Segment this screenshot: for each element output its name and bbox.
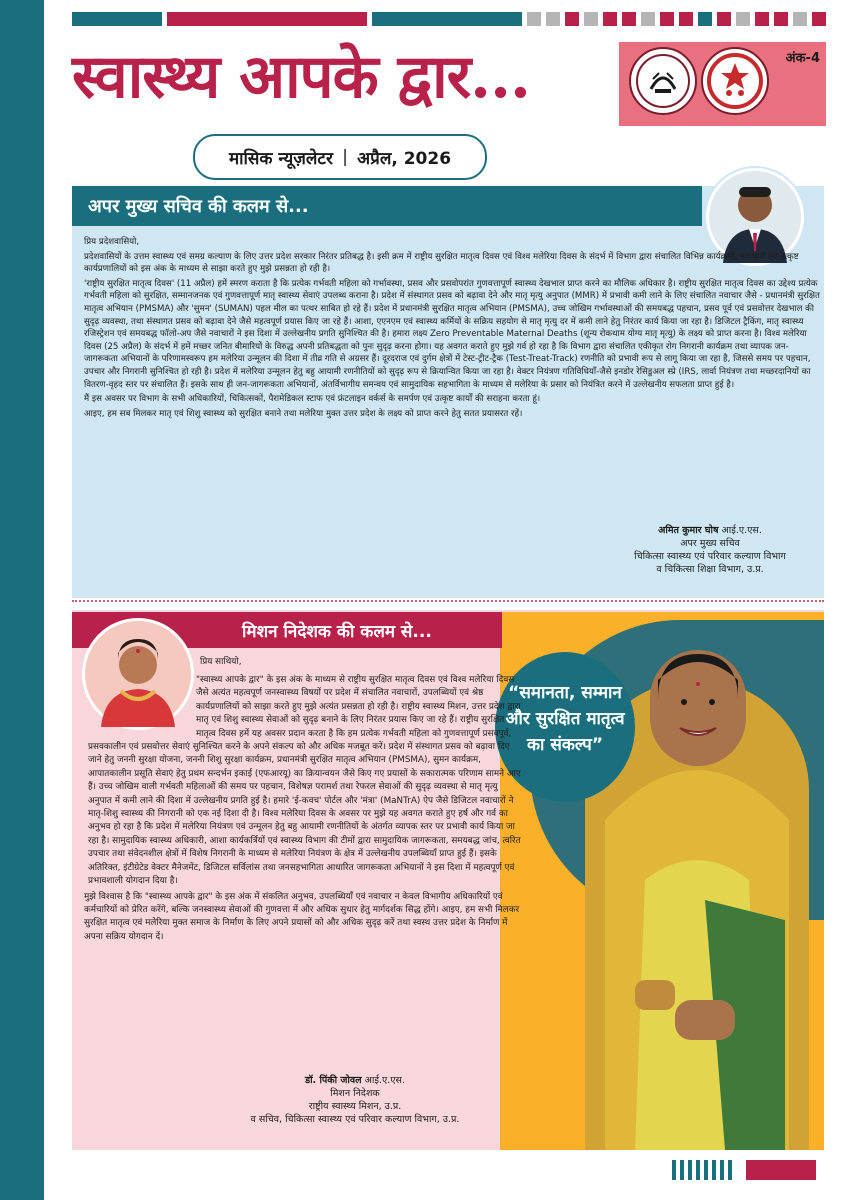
acs-paragraph: आइए, हम सब मिलकर मातृ एवं शिशु स्वास्थ्य को सुरक्षित बनाने तथा मलेरिया मुक्त उत्तर प्रदेश के लक्ष्य को प्राप्त करने हेतु सतत प्रयासरत रहें। — [84, 408, 523, 419]
acs-message-body — [84, 236, 820, 422]
acs-department: चिकित्सा स्वास्थ्य एवं परिवार कल्याण विभाग — [634, 551, 786, 562]
acs-name: अमित कुमार घोष — [658, 525, 719, 536]
acs-title-suffix: आई.ए.एस. — [721, 525, 762, 536]
md-salutation-block — [200, 656, 492, 671]
acs-message-heading: अपर मुख्य सचिव की कलम से... — [88, 196, 309, 217]
national-health-mission-icon — [701, 47, 769, 115]
woman-face — [650, 650, 746, 766]
acs-paragraph: मैं इस अवसर पर विभाग के सभी अधिकारियों, चिकित्सकों, पैरामेडिकल स्टाफ एवं फ्रंटलाइन वर्कर्स के समर्पण एवं उत्कृष्ट कार्यों की सराहना करता हूं। — [84, 394, 541, 405]
bottom-decorative-bar — [672, 1160, 816, 1180]
acs-department-2: व चिकित्सा शिक्षा विभाग, उ.प्र. — [656, 564, 764, 575]
acs-message-header — [72, 186, 702, 226]
newsletter-title: स्वास्थ्य आपके द्वार... — [72, 42, 530, 112]
acs-paragraph: प्रदेशवासियों के उत्तम स्वास्थ्य एवं समग्र कल्याण के लिए उत्तर प्रदेश सरकार निरंतर प्रतिबद्ध है। इसी क्रम में राष्ट्रीय सुरक्षित मातृत्व दिवस एवं विश्व मलेरिया दिवस के संदर्भ में विभाग द्वारा संचालित विभिन्न कार्यक्रमों, नवाचारों एवं उत्कृष्ट कार्यप्रणालियों को इस अंक के माध्यम से साझा करते हुए मुझे प्रसन्नता हो रही है। — [84, 251, 799, 275]
md-title-suffix: आई.ए.एस. — [364, 1075, 406, 1086]
md-paragraph: मुझे विश्वास है कि "स्वास्थ्य आपके द्वार" के इस अंक में संकलित अनुभव, उपलब्धियाँ एवं नवाचार न केवल विभागीय अधिकारियों एवं कर्मचारियों को प्रेरित करेंगे, बल्कि जनस्वास्थ्य सेवाओं की गुणवत्ता में और अधिक सुधार हेतु मार्गदर्शक सिद्ध होंगे। आइए, हम सभी मिलकर सुरक्षित मातृत्व एवं मलेरिया मुक्त समाज के निर्माण के लिए अपने प्रयासों को और अधिक सुदृढ़ करें तथा स्वस्थ उत्तर प्रदेश के निर्माण में अपना सक्रिय योगदान दें। — [84, 891, 520, 942]
md-paragraph: "स्वास्थ्य आपके द्वार" के इस अंक के माध्यम से राष्ट्रीय सुरक्षित मातृत्व दिवस एवं विश्व मलेरिया दिवस जैसे अत्यंत महत्वपूर्ण जनस्वास्थ्य विषयों पर प्रदेश में संचालित नवाचारों, उपलब्धियों एवं श्रेष्ठ कार्यप्रणालियों को साझा करते हुए मुझे अत्यंत प्रसन्नता हो रही है। राष्ट्रीय स्वास्थ्य मिशन, उत्तर प्रदेश द्वारा मातृ एवं शिशु स्वास्थ्य सेवाओं को सुदृढ़ बनाने के लिए निरंतर प्रयास किए जा रहे हैं। राष्ट्रीय सुरक्षित मातृत्व दिवस हमें यह अवसर प्रदान करता है कि हम प्रत्येक गर्भवती महिला को गुणवत्तापूर्ण प्रसवपूर्व, प्रसवकालीन एवं प्रसवोत्तर सेवाएं सुनिश्चित करने के अपने संकल्प को और अधिक मजबूत करें। प्रदेश में संस्थागत प्रसव को बढ़ावा दिए जाने हेतु जननी सुरक्षा योजना, जननी शिशु सुरक्षा कार्यक्रम, प्रधानमंत्री सुरक्षित मातृत्व अभियान (PMSMA), सुमन कार्यक्रम, आपातकालीन प्रसूति सेवाएं हेतु प्रथम सन्दर्भन इकाई (एफआरयू) का क्रियान्वयन जैसे किए गए प्रयासों के सकारात्मक परिणाम सामने आए हैं। उच्च जोखिम वाली गर्भवती महिलाओं की समय पर पहचान, विशेषज्ञ परामर्श तथा रेफरल सेवाओं की सुदृढ़ व्यवस्था से मातृ मृत्यु अनुपात में कमी लाने की दिशा में उल्लेखनीय प्रगति हुई है। हमारे 'ई-कवच' पोर्टल और 'मंत्रा' (MaNTrA) ऐप जैसे डिजिटल नवाचारों ने मातृ-शिशु स्वास्थ्य की निगरानी को एक नई दिशा दी है। विश्व मलेरिया दिवस के अवसर पर मुझे यह अवगत कराते हुए हर्ष और गर्व का अनुभव हो रहा है कि प्रदेश में मलेरिया नियंत्रण एवं उन्मूलन हेतु बहु आयामी रणनीतियों के अंतर्गत व्यापक स्तर पर प्रभावी कार्य किया जा रहा है। सामुदायिक स्वास्थ्य अधिकारी, आशा कार्यकर्त्रियों एवं स्वास्थ्य विभाग की टीमों द्वारा सामुदायिक जागरूकता, समयबद्ध जांच, त्वरित उपचार तथा संवेदनशील क्षेत्रों में विशेष निगरानी के माध्यम से मलेरिया नियंत्रण के क्षेत्र में उल्लेखनीय उपलब्धियाँ प्राप्त हुई हैं। इसके अतिरिक्त, इंटीग्रेटेड वेक्टर मैनेजमेंट, डिजिटल सर्विलांस तथा जनसहभागिता आधारित जागरूकता अभियानों ने इस दिशा में महत्वपूर्ण एवं प्रभावशाली योगदान दिया है। — [88, 675, 521, 887]
top-decorative-bar — [72, 12, 826, 26]
acs-paragraph: 'राष्ट्रीय सुरक्षित मातृत्व दिवस' (11 अप्रैल) हमें स्मरण कराता है कि प्रत्येक गर्भवती महिला को गर्भावस्था, प्रसव और प्रसवोपरांत गुणवत्तापूर्ण स्वास्थ्य देखभाल प्राप्त करने का मौलिक अधिकार है। राष्ट्रीय सुरक्षित मातृत्व दिवस का उद्देश्य प्रत्येक गर्भवती महिला को सुरक्षित, सम्मानजनक एवं गुणवत्तापूर्ण मातृ स्वास्थ्य सेवाएं उपलब्ध कराना है। प्रदेश में संस्थागत प्रसव को बढ़ावा देने और मातृ मृत्यु अनुपात (MMR) में प्रभावी कमी लाने के लिए संचालित नवाचार जैसे - प्रधानमंत्री सुरक्षित मातृत्व अभियान (PMSMA) और 'सुमन' (SUMAN) पहल मील का पत्थर साबित हो रहे हैं। प्रदेश में प्रधानमंत्री सुरक्षित मातृत्व अभियान (PMSMA), उच्च जोखिम गर्भावस्थाओं की समयबद्ध पहचान, प्रसव पूर्व एवं प्रसवोत्तर देखभाल की सुदृढ़ व्यवस्था, तथा संस्थागत प्रसव को बढ़ावा देने जैसे महत्वपूर्ण प्रयास किए जा रहे हैं। आशा, एएनएम एवं स्वास्थ्य कर्मियों के सक्रिय सहयोग से मातृ मृत्यु दर में कमी लाने हेतु निरंतर कार्य किया जा रहा है। डिजिटल ट्रैकिंग, मातृ स्वास्थ्य रजिस्ट्रेशन एवं समयबद्ध फॉलो-अप जैसे नवाचारों ने इस दिशा में उल्लेखनीय प्रगति सुनिश्चित की है। हमारा लक्ष्य Zero Preventable Maternal Deaths (शून्य रोकथाम योग्य मातृ मृत्यु) के लक्ष्य को प्राप्त करना है। विश्व मलेरिया दिवस (25 अप्रैल) के संदर्भ में हमें मच्छर जनित बीमारियों के विरुद्ध अपनी प्रतिबद्धता को पुनः सुदृढ़ करना होगा। यह अवगत कराते हुए मुझे गर्व हो रहा है कि विभाग द्वारा संचालित एकीकृत रोग निगरानी कार्यक्रम तथा व्यापक जन-जागरूकता अभियानों के परिणामस्वरूप हम मलेरिया उन्मूलन की दिशा में तीव्र गति से अग्रसर हैं। दूरदराज एवं दुर्गम क्षेत्रों में टेस्ट-ट्रीट-ट्रैक (Test-Treat-Track) रणनीति को प्रभावी रूप से लागू किया जा रहा है, जिससे समय पर पहचान, उपचार और निगरानी सुनिश्चित हो रही है। प्रदेश में मलेरिया उन्मूलन हेतु बहु आयामी रणनीतियों को सुदृढ़ रूप से क्रियान्वित किया जा रहा है। वेक्टर नियंत्रण गतिविधियाँ-जैसे इनडोर रेसिडुअल स्प्रे (IRS, लार्वा नियंत्रण तथा मच्छरदानियों का वितरण-वृहद स्तर पर संचालित हैं। इसके साथ ही जन-जागरूकता अभियानों, अंतर्विभागीय समन्वय एवं सामुदायिक सहभागिता के माध्यम से मलेरिया के प्रसार को नियंत्रित करने में उल्लेखनीय सफलता प्राप्त हुई है। — [84, 278, 820, 390]
md-message-heading: मिशन निदेशक की कलम से... — [242, 622, 432, 642]
mission-quote: “समानता, सम्मान और सुरक्षित मातृत्व का संकल्प” — [505, 683, 625, 755]
md-department: व सचिव, चिकित्सा स्वास्थ्य एवं परिवार कल्याण विभाग, उ.प्र. — [250, 1114, 460, 1125]
subtitle-separator: | — [341, 147, 349, 167]
up-government-seal-icon — [629, 47, 697, 115]
newsletter-subtitle — [193, 134, 487, 180]
left-decorative-stripe — [0, 0, 44, 1200]
issue-number: अंक-4 — [785, 51, 820, 66]
acs-signature — [600, 524, 820, 576]
md-salutation: प्रिय साथियो, — [200, 657, 242, 667]
md-designation: मिशन निदेशक — [330, 1088, 380, 1099]
md-organization: राष्ट्रीय स्वास्थ्य मिशन, उ.प्र. — [308, 1101, 402, 1112]
subtitle-monthly-newsletter: मासिक न्यूज़लेटर — [228, 148, 333, 169]
md-signature — [210, 1074, 500, 1126]
md-name: डॉ. पिंकी जोवल — [304, 1075, 362, 1086]
md-message-body — [84, 674, 524, 1066]
acs-designation: अपर मुख्य सचिव — [680, 538, 740, 549]
section-divider — [72, 600, 824, 602]
acs-salutation: प्रिय प्रदेशवासियो, — [84, 237, 140, 247]
subtitle-issue-date: अप्रैल, 2026 — [357, 148, 452, 169]
md-photo-spacer — [84, 674, 196, 730]
logo-panel — [619, 42, 826, 126]
